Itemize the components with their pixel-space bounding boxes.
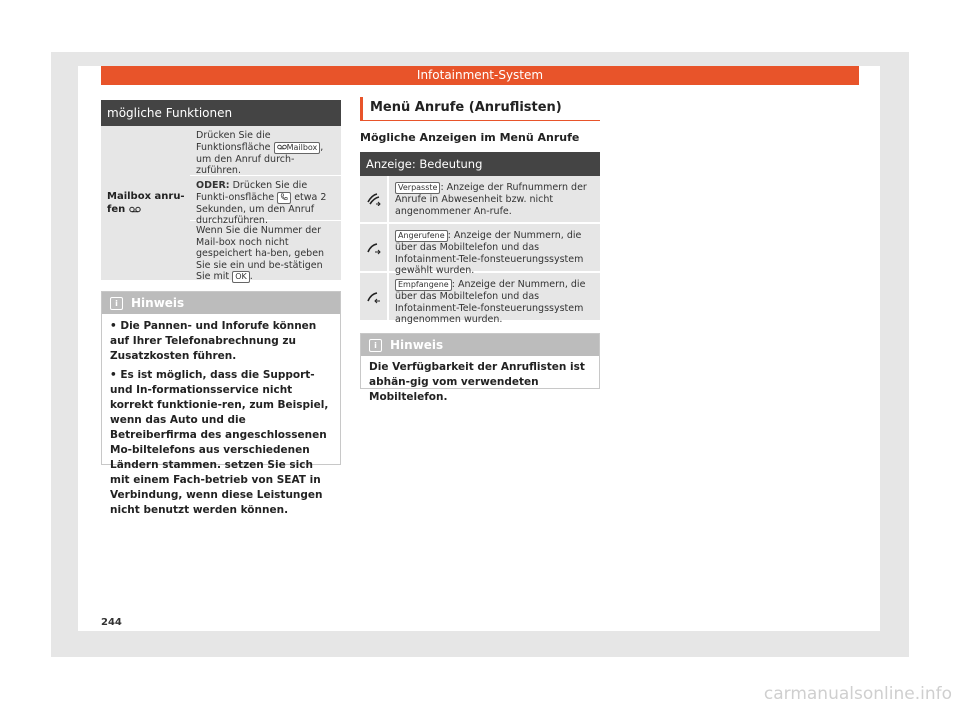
- row-label-line2: fen: [107, 204, 126, 215]
- table-row: Verpasste : Anzeige der Rufnummern der Anrufe in Abwesenheit bzw. nicht angenommener An-rufe.: [360, 176, 600, 224]
- missed-calls-button[interactable]: Verpasste: [395, 182, 440, 194]
- info-icon: i: [369, 339, 382, 352]
- functions-table-body: [101, 126, 341, 280]
- row-label: [101, 126, 189, 280]
- hinweis-header: i Hinweis: [361, 334, 599, 356]
- dialed-call-icon: [366, 241, 382, 255]
- dialed-calls-button[interactable]: Angerufene: [395, 230, 448, 242]
- function-cells: [190, 126, 341, 280]
- received-calls-button[interactable]: Empfangene: [395, 279, 452, 291]
- call-list-table: [360, 152, 600, 325]
- hinweis-bullet-1: • Die Pannen- und Inforufe können auf Ihrer Telefonabrechnung zu Zusatzkosten führen.: [110, 320, 317, 362]
- section-subtitle: Mögliche Anzeigen im Menü Anrufe: [360, 131, 580, 144]
- voicemail-icon: [129, 206, 141, 213]
- functions-table: [101, 100, 341, 280]
- missed-call-icon: [366, 192, 382, 206]
- hinweis-body: Die Verfügbarkeit der Anruflisten ist abhän-gig vom verwendeten Mobiltelefon.: [369, 361, 585, 403]
- hinweis-bullet-2: • Es ist möglich, dass die Support- und In-formationsservice nicht korrekt funktionie-ren, zum Beispiel, wenn das Auto und die Betreiberfirma des angeschlossenen Mo-biltelefons aus verschiedenen Ländern stammen. setzen Sie sich mit einem Fach-betrieb von SEAT in Verbindung, wenn diese Leistungen nicht benutzt werden können.: [110, 369, 329, 516]
- function-cell-1: Drücken Sie die Funktionsfläche Mailbox , um den Anruf durch-zuführen.: [190, 126, 341, 176]
- function-cell-3: Wenn Sie die Nummer der Mail-box noch nicht gespeichert ha-ben, geben Sie sie ein und be-stätigen Sie mit OK .: [190, 221, 341, 280]
- info-icon: i: [110, 297, 123, 310]
- hinweis-body: [102, 314, 340, 528]
- call-list-table-header: Anzeige: Bedeutung: [360, 152, 600, 176]
- table-row: Angerufene : Anzeige der Nummern, die über das Mobiltelefon und das Infotainment-Tele-fonsteuerungssystem gewählt wurden.: [360, 224, 600, 273]
- page-number: 244: [101, 617, 122, 628]
- row-label-line1: Mailbox anru-: [107, 191, 185, 202]
- functions-table-header: mögliche Funktionen: [101, 100, 341, 126]
- watermark: carmanualsonline.info: [763, 684, 952, 704]
- section-title: Menü Anrufe (Anruflisten): [360, 97, 600, 121]
- hinweis-box-left: [101, 291, 341, 516]
- page-header: Infotainment-System: [101, 66, 859, 85]
- received-call-icon: [366, 290, 382, 304]
- table-row: Empfangene : Anzeige der Nummern, die über das Mobiltelefon und das Infotainment-Tele-fonsteuerungssystem angenommen wurden.: [360, 273, 600, 320]
- ok-button[interactable]: OK: [232, 271, 250, 283]
- phone-handset-icon: [280, 193, 288, 201]
- dial-button[interactable]: [277, 192, 291, 204]
- hinweis-box-right: [360, 333, 600, 403]
- mailbox-button[interactable]: Mailbox: [274, 142, 321, 154]
- voicemail-icon: [277, 144, 287, 150]
- hinweis-header: i Hinweis: [102, 292, 340, 314]
- function-cell-2: ODER: Drücken Sie die Funkti-onsfläche etwa 2 Sekunden, um den Anruf durchzuführen.: [190, 176, 341, 221]
